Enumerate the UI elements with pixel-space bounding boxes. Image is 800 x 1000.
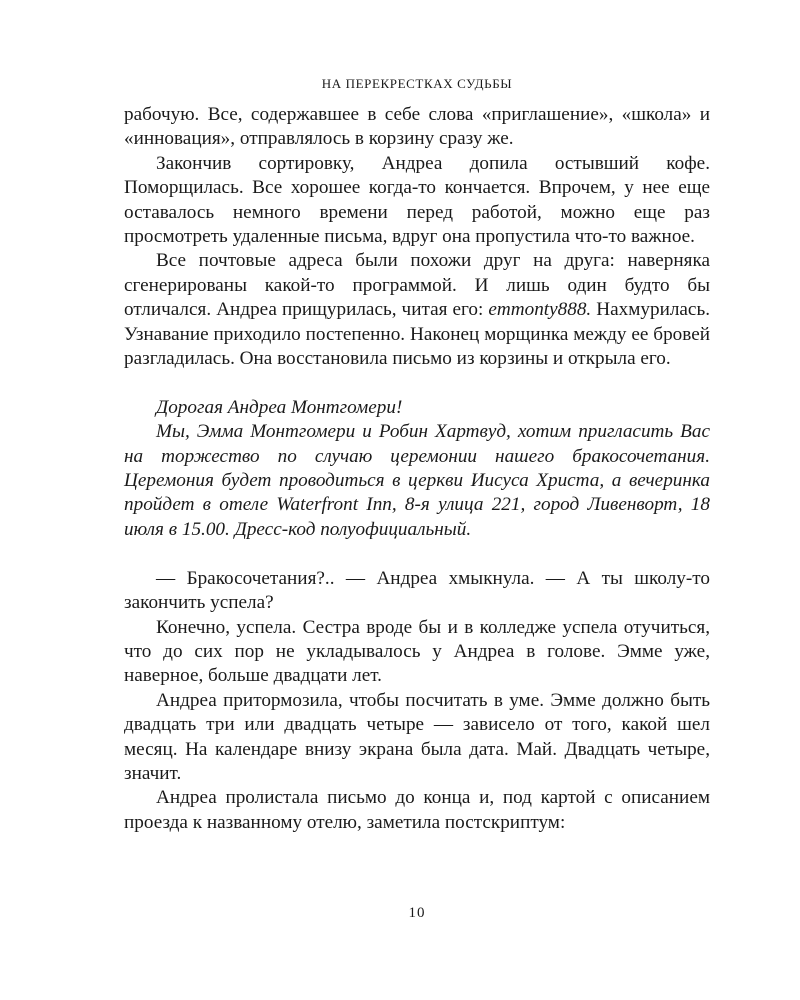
paragraph-dialogue: — Бракосочетания?.. — Андреа хмыкнула. — А ты школу-то закончить успела? [124, 567, 710, 614]
paragraph-addresses [124, 249, 710, 371]
paragraph-age: Андреа притормозила, чтобы посчитать в уме. Эмме должно быть двадцать три или двадцать четыре — зависело от того, какой шел месяц. На календаре внизу экрана была дата. Май. Двадцать четыре, значит. [124, 689, 710, 784]
paragraph-sorting: Закончив сортировку, Андреа допила остывший кофе. Поморщилась. Все хорошее когда-то кончается. Впрочем, у нее еще оставалось немного времени перед работой, можно еще раз просмотреть удаленные письма, вдруг она пропустила что-то важное. [124, 152, 710, 248]
email-address: emmonty888. [488, 299, 592, 321]
paragraph-postscript: Андреа пролистала письмо до конца и, под картой с описанием проезда к названному отелю, заметила постскриптум: [124, 787, 710, 833]
paragraph-addresses-part-2: Нахмурилась. Узнавание приходило постепенно. Наконец морщинка между ее бровей разгладилась. Она восстановила письмо из корзины и открыла его. [124, 299, 710, 370]
blank-line [124, 371, 710, 395]
paragraph-addresses-part-1: Все почтовые адреса были похожи друг на друга: наверняка сгенерированы какой-то программой. И лишь один будто бы отличался. Андреа прищурилась, читая его: [124, 250, 710, 321]
running-head: НА ПЕРЕКРЕСТКАХ СУДЬБЫ [321, 76, 513, 91]
paragraph-sister: Конечно, успела. Сестра вроде бы и в колледже успела отучиться, что до сих пор не укладывалось у Андреа в голове. Эмме уже, наверное, больше двадцати лет. [124, 616, 710, 687]
body-text [124, 103, 710, 835]
letter-greeting: Дорогая Андреа Монтгомери! [156, 396, 403, 418]
book-page [124, 0, 710, 1000]
paragraph-continuation: рабочую. Все, содержавшее в себе слова «приглашение», «школа» и «инновация», отправлялось в корзину сразу же. [124, 104, 710, 150]
letter-body: Мы, Эмма Монтгомери и Робин Хартвуд, хотим пригласить Вас на торжество по случаю церемонии нашего бракосочетания. Церемония будет проводиться в церкви Иисуса Христа, а вечеринка пройдет в отеле Waterfront Inn, 8-я улица 221, город Ливенворт, 18 июля в 15.00. Дресс-код полуофициальный. [124, 421, 710, 540]
blank-line [124, 542, 710, 566]
page-number: 10 [408, 905, 426, 921]
